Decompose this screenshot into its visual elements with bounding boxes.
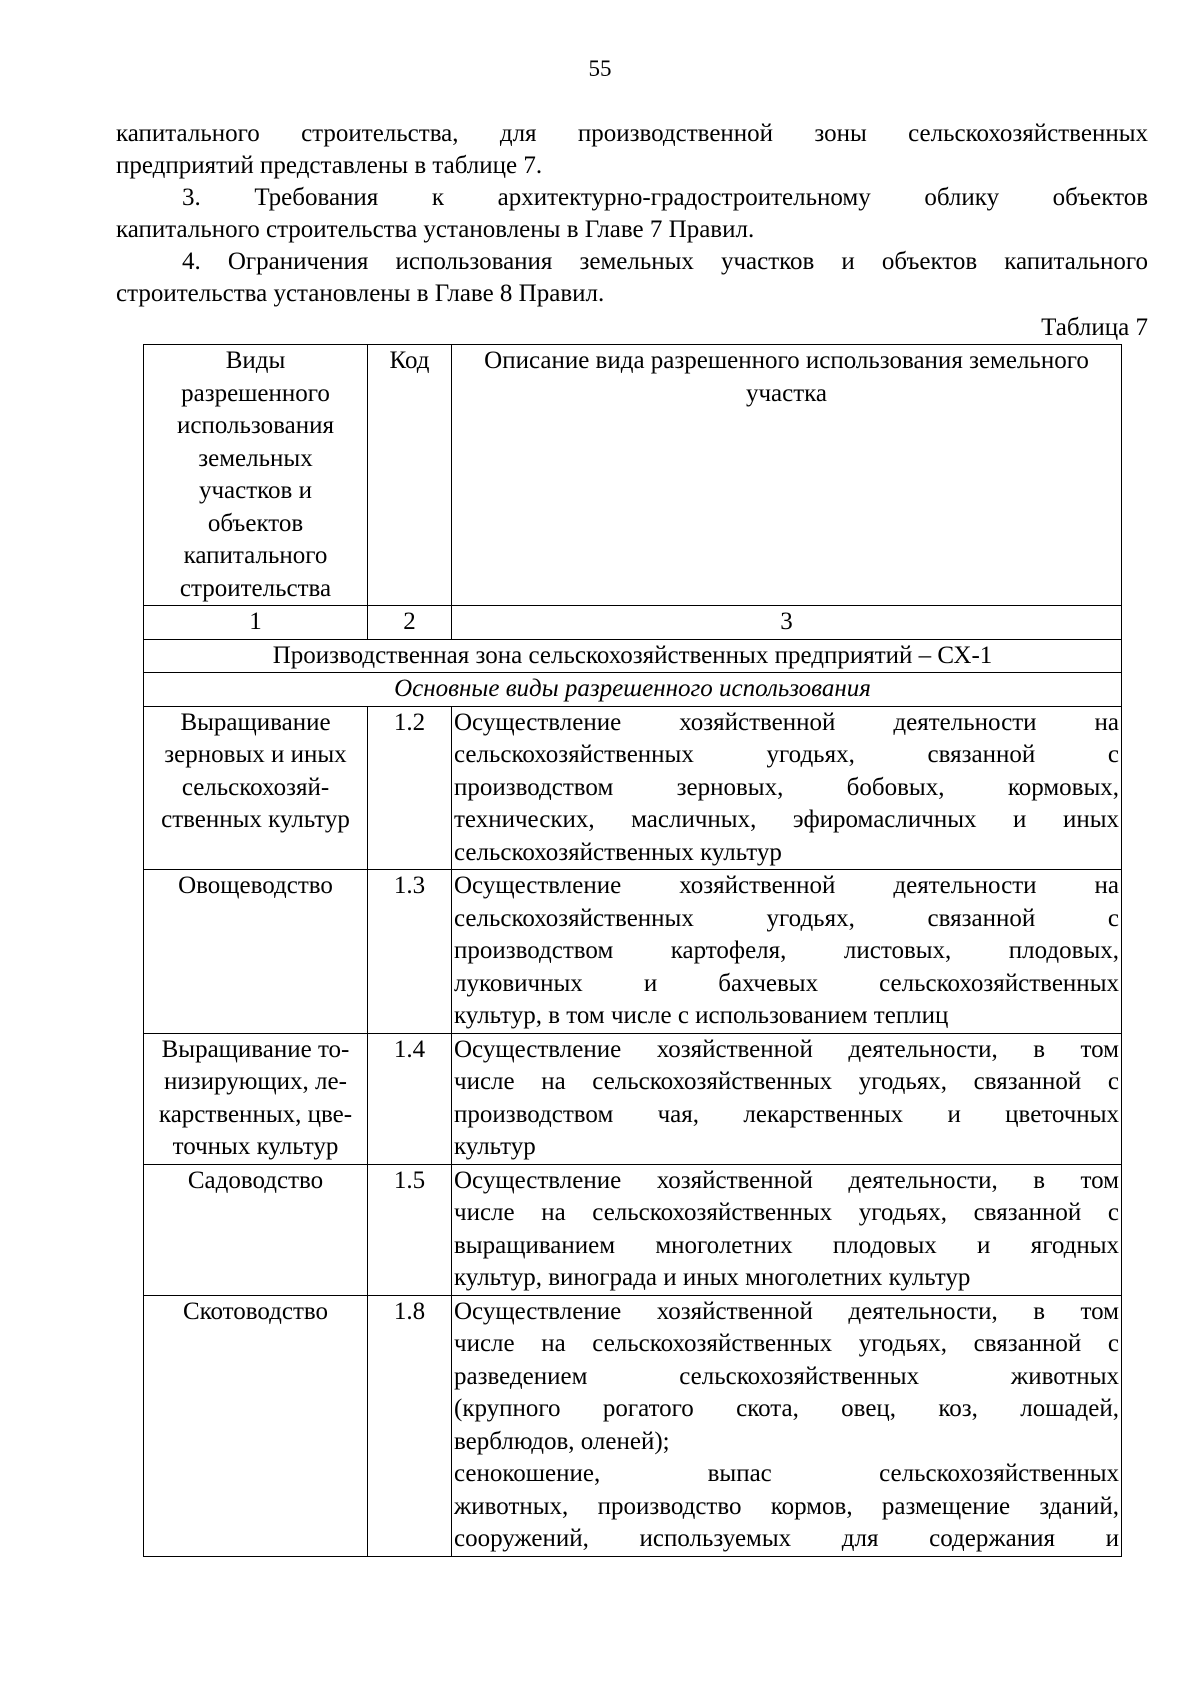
intro-text: [116, 118, 1148, 310]
description-line: производством картофеля, листовых, плодовых,: [454, 937, 1119, 964]
description-line: производством чая, лекарственных и цветочных: [454, 1100, 1119, 1128]
zone-title: Производственная зона сельскохозяйственных предприятий – СХ-1: [144, 639, 1122, 673]
column-number-3: 3: [452, 606, 1122, 640]
text-line: 3. Требования к архитектурно-градостроительному облику объектов: [182, 184, 1148, 211]
description-line: Осуществление хозяйственной деятельности на: [454, 708, 1119, 736]
description-line: (крупного рогатого скота, овец, коз, лошадей,: [454, 1395, 1119, 1422]
description-line: животных, производство кормов, размещение зданий,: [454, 1492, 1119, 1520]
description-line: Осуществление хозяйственной деятельности, в том: [454, 1297, 1119, 1325]
column-number-2: 2: [368, 606, 452, 640]
zone-title-row: [144, 639, 1122, 673]
description-line: технических, масличных, эфиромасличных и иных: [454, 806, 1119, 833]
table-row: [144, 870, 1122, 1034]
description-line: Осуществление хозяйственной деятельности на: [454, 872, 1119, 899]
intro-paragraph-1: [116, 118, 1148, 182]
text-line: строительства установлены в Главе 8 Правил.: [116, 280, 605, 307]
land-use-name: Выращивание зерновых и иных сельскохозяй-ственных культур: [144, 706, 368, 870]
description-line: разведением сельскохозяйственных животных: [454, 1362, 1119, 1390]
land-use-code: 1.4: [368, 1033, 452, 1164]
text-line: капитального строительства установлены в Главе 7 Правил.: [116, 216, 755, 243]
land-use-name: Овощеводство: [144, 870, 368, 1034]
subzone-title-row: [144, 673, 1122, 707]
table-row: [144, 1164, 1122, 1295]
land-use-name: Выращивание то-низирующих, ле-карственных, цве-точных культур: [144, 1033, 368, 1164]
description-line: сельскохозяйственных угодьях, связанной с: [454, 904, 1119, 932]
intro-paragraph-3: [116, 246, 1148, 310]
table-row: [144, 1033, 1122, 1164]
table-header-row: [144, 345, 1122, 606]
description-line: сооружений, используемых для содержания и: [454, 1525, 1119, 1552]
description-line: Осуществление хозяйственной деятельности, в том: [454, 1035, 1119, 1063]
page-number: 55: [588, 56, 612, 81]
land-use-table: [143, 344, 1122, 1557]
description-line: сельскохозяйственных культур: [454, 838, 782, 866]
land-use-description: [452, 870, 1122, 1034]
land-use-code: 1.5: [368, 1164, 452, 1295]
column-number-row: [144, 606, 1122, 640]
land-use-name: Скотоводство: [144, 1295, 368, 1556]
description-line: Осуществление хозяйственной деятельности, в том: [454, 1166, 1119, 1194]
description-line: луковичных и бахчевых сельскохозяйственных: [454, 969, 1119, 997]
land-use-code: 1.2: [368, 706, 452, 870]
text-line: 4. Ограничения использования земельных участков и объектов капитального: [182, 248, 1148, 275]
description-line: сельскохозяйственных угодьях, связанной с: [454, 741, 1119, 768]
description-line: выращиванием многолетних плодовых и ягодных: [454, 1231, 1119, 1259]
intro-paragraph-2: [116, 182, 1148, 246]
text-line: предприятий представлены в таблице 7.: [116, 152, 543, 179]
text-line: капитального строительства, для производственной зоны сельскохозяйственных: [116, 120, 1148, 147]
header-description: Описание вида разрешенного использования земельного участка: [452, 345, 1122, 606]
description-line: культур: [454, 1133, 536, 1160]
land-use-description: [452, 1164, 1122, 1295]
land-use-description: [452, 1033, 1122, 1164]
table-row: [144, 706, 1122, 870]
land-use-code: 1.8: [368, 1295, 452, 1556]
description-line: числе на сельскохозяйственных угодьях, связанной с: [454, 1199, 1119, 1226]
description-line: сенокошение, выпас сельскохозяйственных: [454, 1460, 1119, 1487]
header-land-use-type: Виды разрешенного использования земельных участков и объектов капитального строительства: [144, 345, 368, 606]
subzone-title: Основные виды разрешенного использования: [144, 673, 1122, 707]
land-use-description: [452, 1295, 1122, 1556]
description-line: числе на сельскохозяйственных угодьях, связанной с: [454, 1068, 1119, 1095]
land-use-code: 1.3: [368, 870, 452, 1034]
description-line: верблюдов, оленей);: [454, 1427, 670, 1455]
description-line: культур, винограда и иных многолетних культур: [454, 1264, 971, 1291]
table-row: [144, 1295, 1122, 1556]
description-line: культур, в том числе с использованием теплиц: [454, 1002, 949, 1029]
land-use-description: [452, 706, 1122, 870]
land-use-name: Садоводство: [144, 1164, 368, 1295]
description-line: производством зерновых, бобовых, кормовых,: [454, 773, 1119, 801]
column-number-1: 1: [144, 606, 368, 640]
description-line: числе на сельскохозяйственных угодьях, связанной с: [454, 1330, 1119, 1357]
header-code: Код: [368, 345, 452, 606]
table-label: Таблица 7: [1041, 314, 1148, 341]
